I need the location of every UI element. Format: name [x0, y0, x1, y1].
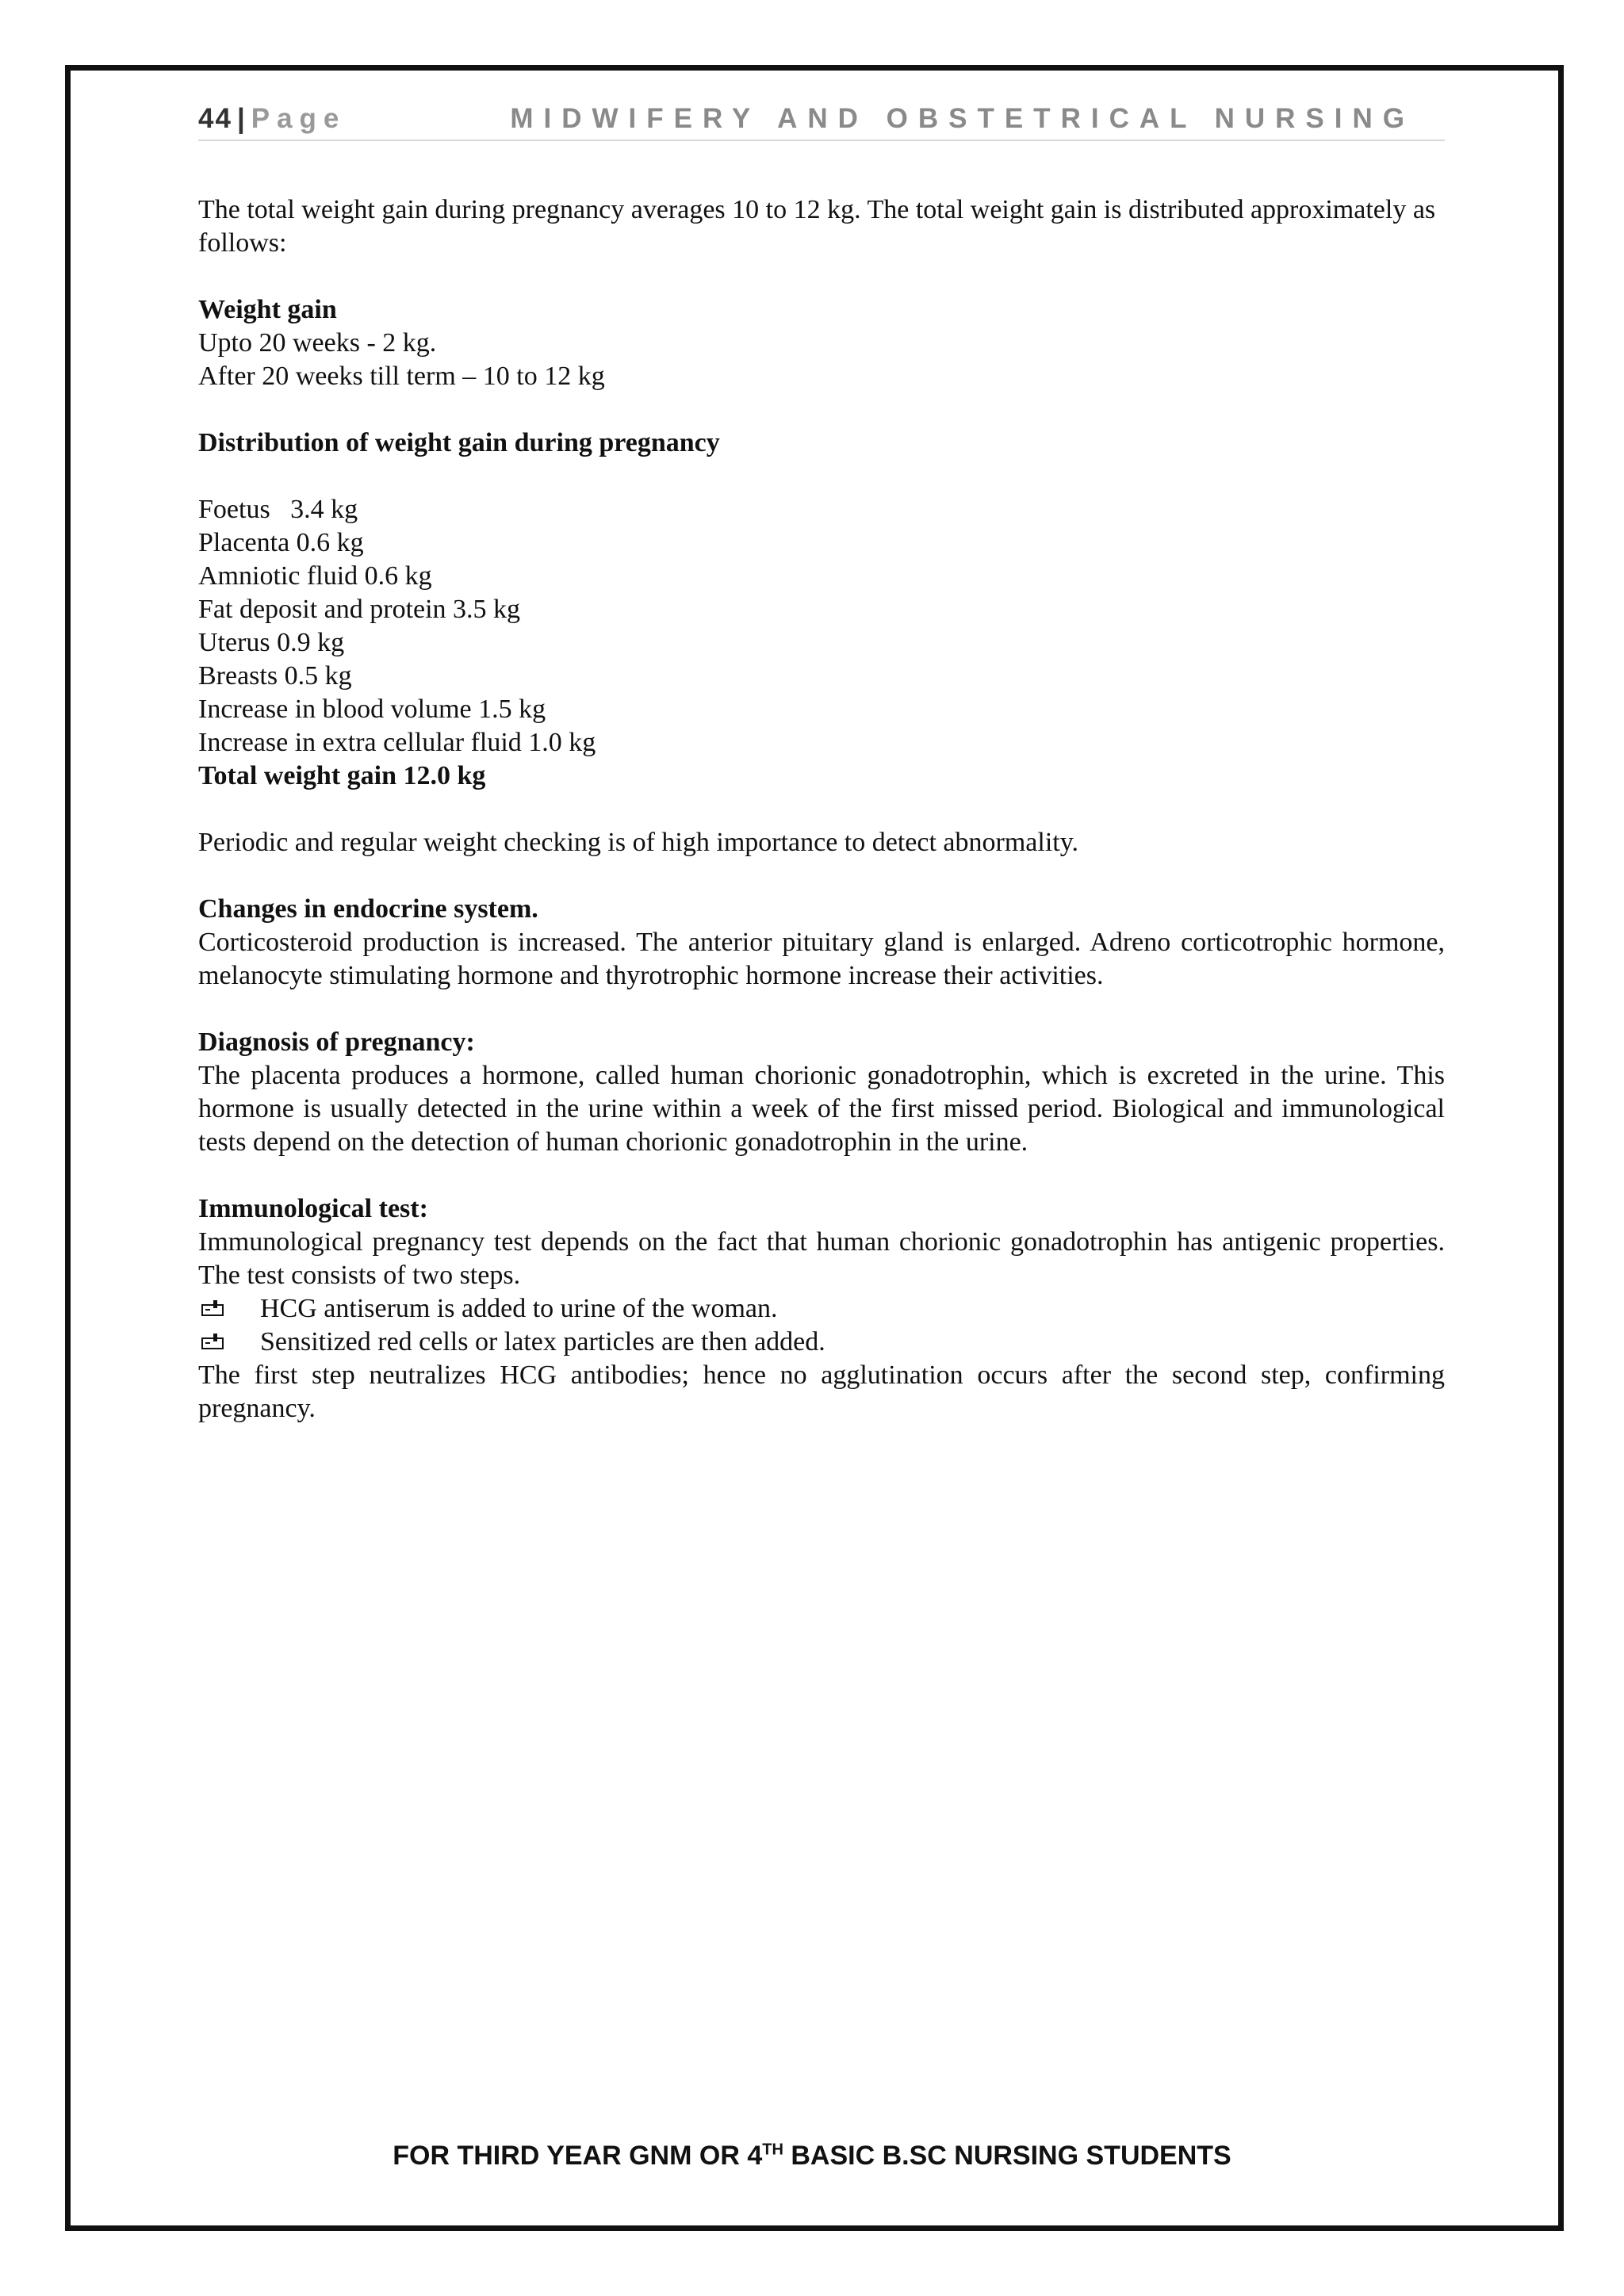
step-text: Sensitized red cells or latex particles are then added.	[260, 1327, 825, 1357]
endocrine-heading: Changes in endocrine system.	[198, 894, 538, 924]
distribution-heading: Distribution of weight gain during pregnancy	[198, 428, 720, 457]
weight-gain-line: Upto 20 weeks - 2 kg.	[198, 328, 437, 358]
page-word: Page	[251, 103, 347, 134]
diagnosis-heading: Diagnosis of pregnancy:	[198, 1027, 475, 1057]
distribution-item: Uterus 0.9 kg	[198, 628, 345, 657]
distribution-total: Total weight gain 12.0 kg	[198, 761, 486, 790]
weight-gain-heading: Weight gain	[198, 295, 337, 324]
footer-superscript: TH	[762, 2141, 783, 2159]
weight-gain-line: After 20 weeks till term – 10 to 12 kg	[198, 362, 605, 391]
periodic-note: Periodic and regular weight checking is of high importance to detect abnormality.	[198, 828, 1078, 857]
mailbox-icon	[201, 1333, 224, 1350]
page-header	[198, 98, 1445, 141]
distribution-item: Fat deposit and protein 3.5 kg	[198, 595, 521, 624]
distribution-item: Increase in blood volume 1.5 kg	[198, 695, 546, 724]
intro-paragraph: The total weight gain during pregnancy averages 10 to 12 kg. The total weight gain is distributed approximately as follows:	[198, 195, 1436, 258]
diagnosis-paragraph: The placenta produces a hormone, called human chorionic gonadotrophin, which is excreted in the urine. This hormone is usually detected in the urine within a week of the first missed period. Biological and immunological tests depend on the detection of human chorionic gonadotrophin in the urine.	[198, 1061, 1445, 1157]
distribution-item: Breasts 0.5 kg	[198, 661, 352, 691]
page-footer	[0, 2141, 1624, 2172]
step-item	[198, 1326, 1445, 1359]
step-text: HCG antiserum is added to urine of the woman.	[260, 1294, 778, 1323]
step-item	[198, 1292, 1445, 1326]
page-label	[198, 98, 346, 140]
page-number: 44	[198, 103, 232, 134]
distribution-item: Increase in extra cellular fluid 1.0 kg	[198, 728, 596, 757]
footer-text-after: BASIC B.SC NURSING STUDENTS	[783, 2141, 1231, 2171]
endocrine-paragraph: Corticosteroid production is increased. The anterior pituitary gland is enlarged. Adreno corticotrophic hormone, melanocyte stimulating hormone and thyrotrophic hormone increase their activities.	[198, 928, 1445, 990]
immunological-conclusion: The first step neutralizes HCG antibodies; hence no agglutination occurs after the second step, confirming pregnancy.	[198, 1360, 1445, 1423]
footer-text-before: FOR THIRD YEAR GNM OR 4	[393, 2141, 763, 2171]
immunological-heading: Immunological test:	[198, 1194, 428, 1223]
immunological-paragraph: Immunological pregnancy test depends on the fact that human chorionic gonadotrophin has antigenic properties. The test consists of two steps.	[198, 1227, 1445, 1290]
mailbox-icon	[201, 1299, 224, 1317]
distribution-item: Foetus 3.4 kg	[198, 495, 358, 524]
distribution-item: Placenta 0.6 kg	[198, 528, 364, 557]
running-title: MIDWIFERY AND OBSTETRICAL NURSING	[510, 103, 1415, 134]
distribution-item: Amniotic fluid 0.6 kg	[198, 561, 432, 591]
page-separator: |	[236, 103, 247, 134]
page-body	[198, 193, 1445, 1425]
